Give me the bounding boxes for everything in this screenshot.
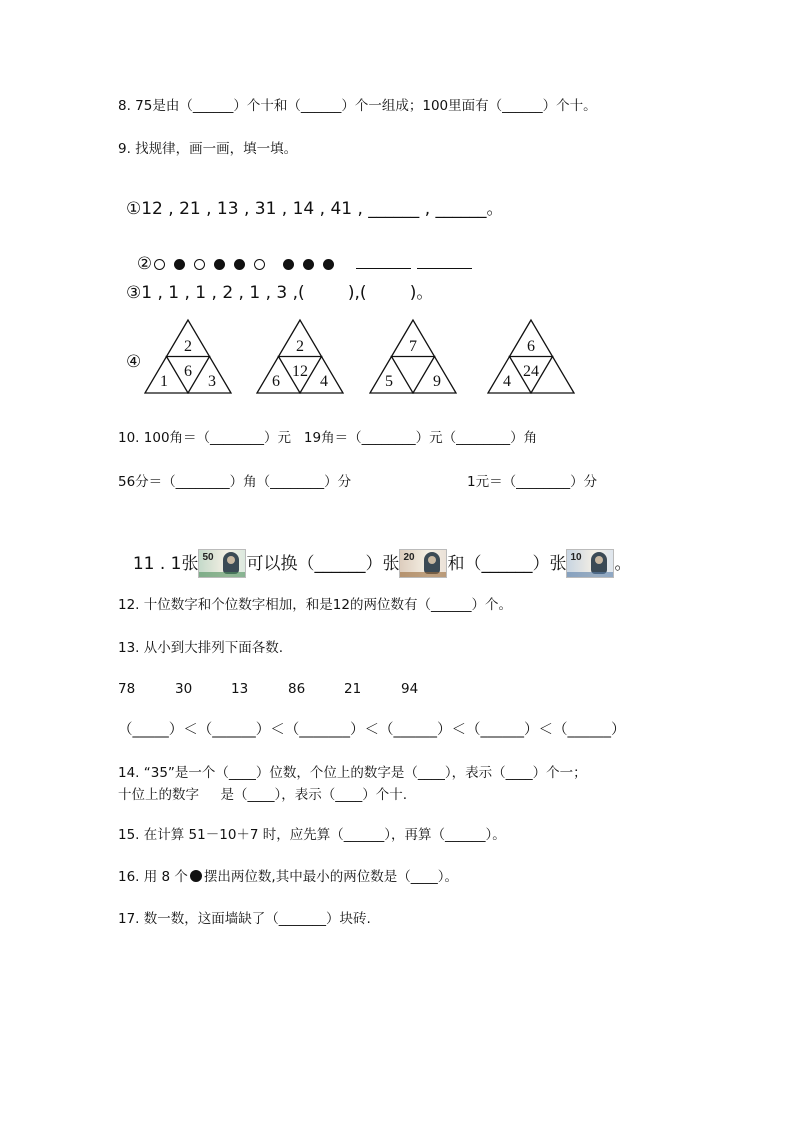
question-10-line-2b: 1元＝（________）分	[467, 474, 598, 490]
question-8: 8. 75是由（______）个十和（______）个一组成；100里面有（______）个十。	[118, 98, 597, 114]
triangle-left-number: 1	[160, 373, 168, 390]
triangle-top-number: 2	[184, 338, 192, 355]
number-item: 13	[231, 681, 249, 697]
triangle-puzzle-2	[256, 318, 344, 394]
filled-circle-icon	[323, 259, 334, 270]
banknote-20-icon: 20	[399, 549, 447, 578]
inner-triangle	[392, 357, 435, 394]
triangle-left-number: 4	[503, 373, 511, 390]
q16-text-a: 16. 用 8 个	[118, 869, 188, 885]
question-11	[122, 529, 631, 578]
number-item: 78	[118, 681, 136, 697]
question-16	[118, 867, 458, 887]
filled-circle-icon	[214, 259, 225, 270]
question-15: 15. 在计算 51－10＋7 时，应先算（______），再算（______）。	[118, 827, 506, 843]
triangle-right-number: 4	[320, 373, 328, 390]
question-9-part-1: ①12 , 21 , 13 , 31 , 14 , 41 , ______ , ______。	[126, 199, 504, 219]
number-item: 21	[344, 681, 362, 697]
question-17: 17. 数一数，这面墙缺了（_______）块砖.	[118, 911, 371, 927]
q11-mid2: 和（______）张	[447, 554, 567, 574]
ordering-blanks: （_____）＜（______）＜（_______）＜（______）＜（______）＜（______）	[118, 722, 626, 738]
triangle-puzzle-3	[369, 318, 457, 394]
q16-text-b: 摆出两位数,其中最小的两位数是（____）。	[203, 869, 458, 885]
triangle-top-number: 2	[296, 338, 304, 355]
number-item: 94	[401, 681, 419, 697]
question-9-part-3: ③1 , 1 , 1 , 2 , 1 , 3 ,( ),( )。	[126, 283, 434, 303]
question-9-part-2	[126, 234, 472, 274]
triangle-left-number: 6	[272, 373, 280, 390]
black-dot-icon	[190, 870, 202, 882]
part-2-label: ②	[136, 254, 153, 274]
filled-circle-icon	[303, 259, 314, 270]
empty-circle-icon	[254, 259, 265, 270]
answer-blank	[356, 254, 411, 269]
filled-circle-icon	[174, 259, 185, 270]
question-10-line-1: 10. 100角＝（________）元 19角＝（________）元（________）角	[118, 430, 538, 446]
filled-circle-icon	[234, 259, 245, 270]
triangle-puzzle-1	[144, 318, 232, 394]
number-item: 30	[175, 681, 193, 697]
empty-circle-icon	[194, 259, 205, 270]
banknote-50-icon: 50	[198, 549, 246, 578]
banknote-10-icon: 10	[566, 549, 614, 578]
question-14-line-2: 十位上的数字 是（____），表示（____）个十.	[118, 787, 407, 803]
q11-end: 。	[614, 554, 632, 574]
question-9: 9. 找规律，画一画，填一填。	[118, 141, 298, 157]
question-14-line-1: 14. “35”是一个（____）位数，个位上的数字是（____），表示（____）个一；	[118, 765, 587, 781]
triangle-middle-number: 6	[184, 363, 192, 380]
triangle-left-number: 5	[385, 373, 393, 390]
triangle-middle-number: 12	[292, 363, 308, 380]
empty-circle-icon	[154, 259, 165, 270]
triangle-right-number: 3	[208, 373, 216, 390]
question-10-line-2a: 56分＝（________）角（________）分	[118, 474, 352, 490]
triangle-puzzle-4	[487, 318, 575, 394]
answer-blank	[417, 254, 472, 269]
part-4-label: ④	[126, 352, 142, 372]
triangle-right-number: 9	[433, 373, 441, 390]
circle-pattern	[152, 254, 352, 274]
q11-prefix: 11 . 1张	[132, 554, 199, 574]
triangle-middle-number: 24	[523, 363, 539, 380]
question-12: 12. 十位数字和个位数字相加，和是12的两位数有（______）个。	[118, 597, 512, 613]
triangle-top-number: 7	[409, 338, 417, 355]
number-item: 86	[288, 681, 306, 697]
filled-circle-icon	[283, 259, 294, 270]
triangle-top-number: 6	[527, 338, 535, 355]
question-13: 13. 从小到大排列下面各数.	[118, 640, 284, 656]
q11-mid1: 可以换（______）张	[246, 554, 400, 574]
